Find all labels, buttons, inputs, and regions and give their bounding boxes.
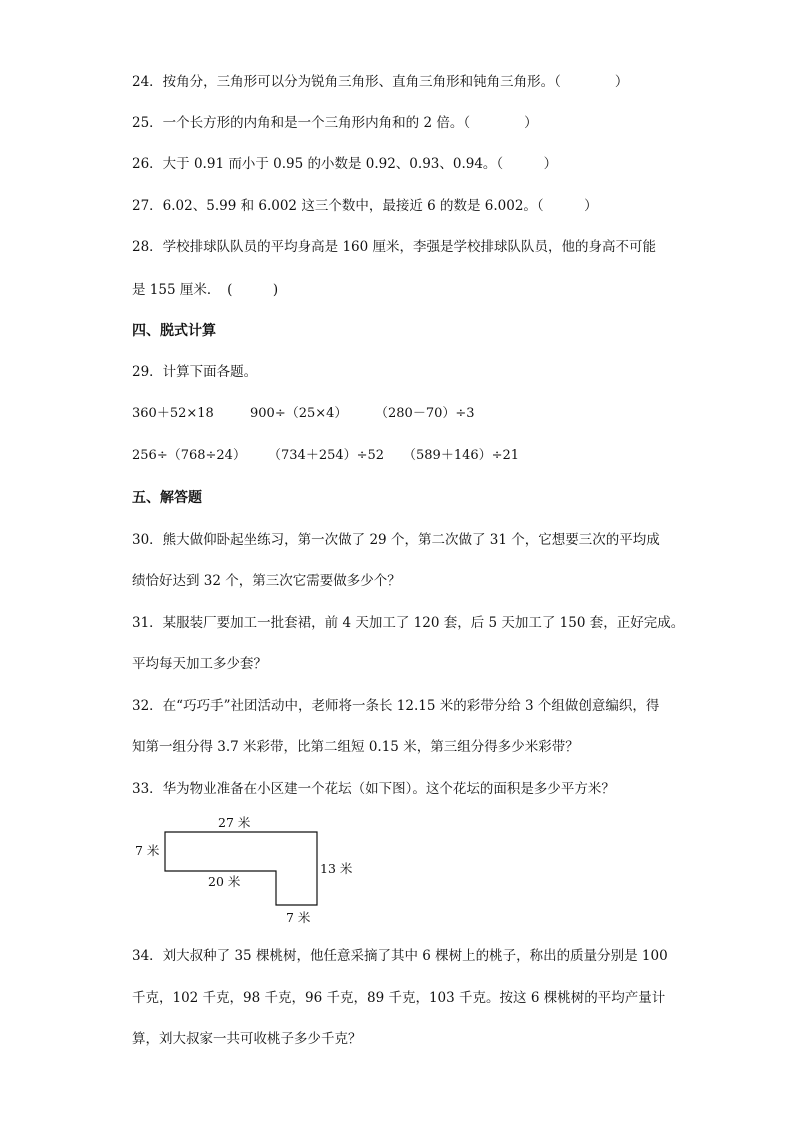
expression: 360＋52×18	[132, 406, 214, 421]
question-27: 27．6.02、5.99 和 6.002 这三个数中，最接近 6 的数是 6.002。（ ）	[132, 198, 598, 214]
flowerbed-outline	[165, 832, 317, 905]
label-top: 27 米	[218, 815, 251, 830]
question-30-line1: 30．熊大做仰卧起坐练习，第一次做了 29 个，第二次做了 31 个，它想要三次的平均成	[132, 532, 660, 548]
question-28-line2: 是 155 厘米． ( )	[132, 282, 279, 298]
label-inner: 20 米	[208, 874, 241, 889]
label-bottom: 7 米	[286, 910, 311, 925]
expression: （589＋146）÷21	[403, 448, 520, 463]
expression: （280－70）÷3	[375, 406, 475, 421]
flowerbed-figure	[130, 810, 370, 930]
label-left: 7 米	[135, 843, 160, 858]
question-31-line1: 31．某服装厂要加工一批套裙，前 4 天加工了 120 套，后 5 天加工了 150 套，正好完成。	[132, 615, 685, 631]
expression: 900÷（25×4）	[250, 406, 348, 421]
question-33: 33．华为物业准备在小区建一个花坛（如下图）。这个花坛的面积是多少平方米？	[132, 781, 615, 797]
question-32-line1: 32．在“巧巧手”社团活动中，老师将一条长 12.15 米的彩带分给 3 个组做创意编织，得	[132, 698, 660, 714]
label-right: 13 米	[320, 861, 353, 876]
question-34-line2: 千克，102 千克，98 千克，96 千克，89 千克，103 千克。按这 6 棵桃树的平均产量计	[132, 990, 666, 1006]
expression: 256÷（768÷24）	[132, 448, 246, 463]
expression: （734＋254）÷52	[268, 448, 385, 463]
question-32-line2: 知第一组分得 3.7 米彩带，比第二组短 0.15 米，第三组分得多少米彩带？	[132, 739, 579, 755]
question-29: 29．计算下面各题。	[132, 364, 258, 380]
question-34-line3: 算，刘大叔家一共可收桃子多少千克？	[132, 1031, 362, 1047]
question-34-line1: 34．刘大叔种了 35 棵桃树，他任意采摘了其中 6 棵树上的桃子，称出的质量分别是 100	[132, 948, 668, 964]
question-25: 25．一个长方形的内角和是一个三角形内角和的 2 倍。（ ）	[132, 115, 538, 131]
section-heading-word-problems: 五、解答题	[132, 490, 202, 506]
question-26: 26．大于 0.91 而小于 0.95 的小数是 0.92、0.93、0.94。（ ）	[132, 156, 558, 172]
question-28-line1: 28．学校排球队队员的平均身高是 160 厘米，李强是学校排球队队员，他的身高不可能	[132, 239, 657, 255]
section-heading-calculation: 四、脱式计算	[132, 323, 216, 339]
question-31-line2: 平均每天加工多少套？	[132, 656, 267, 672]
question-24: 24．按角分，三角形可以分为锐角三角形、直角三角形和钝角三角形。（ ）	[132, 74, 629, 90]
question-30-line2: 绩恰好达到 32 个，第三次它需要做多少个？	[132, 573, 401, 589]
